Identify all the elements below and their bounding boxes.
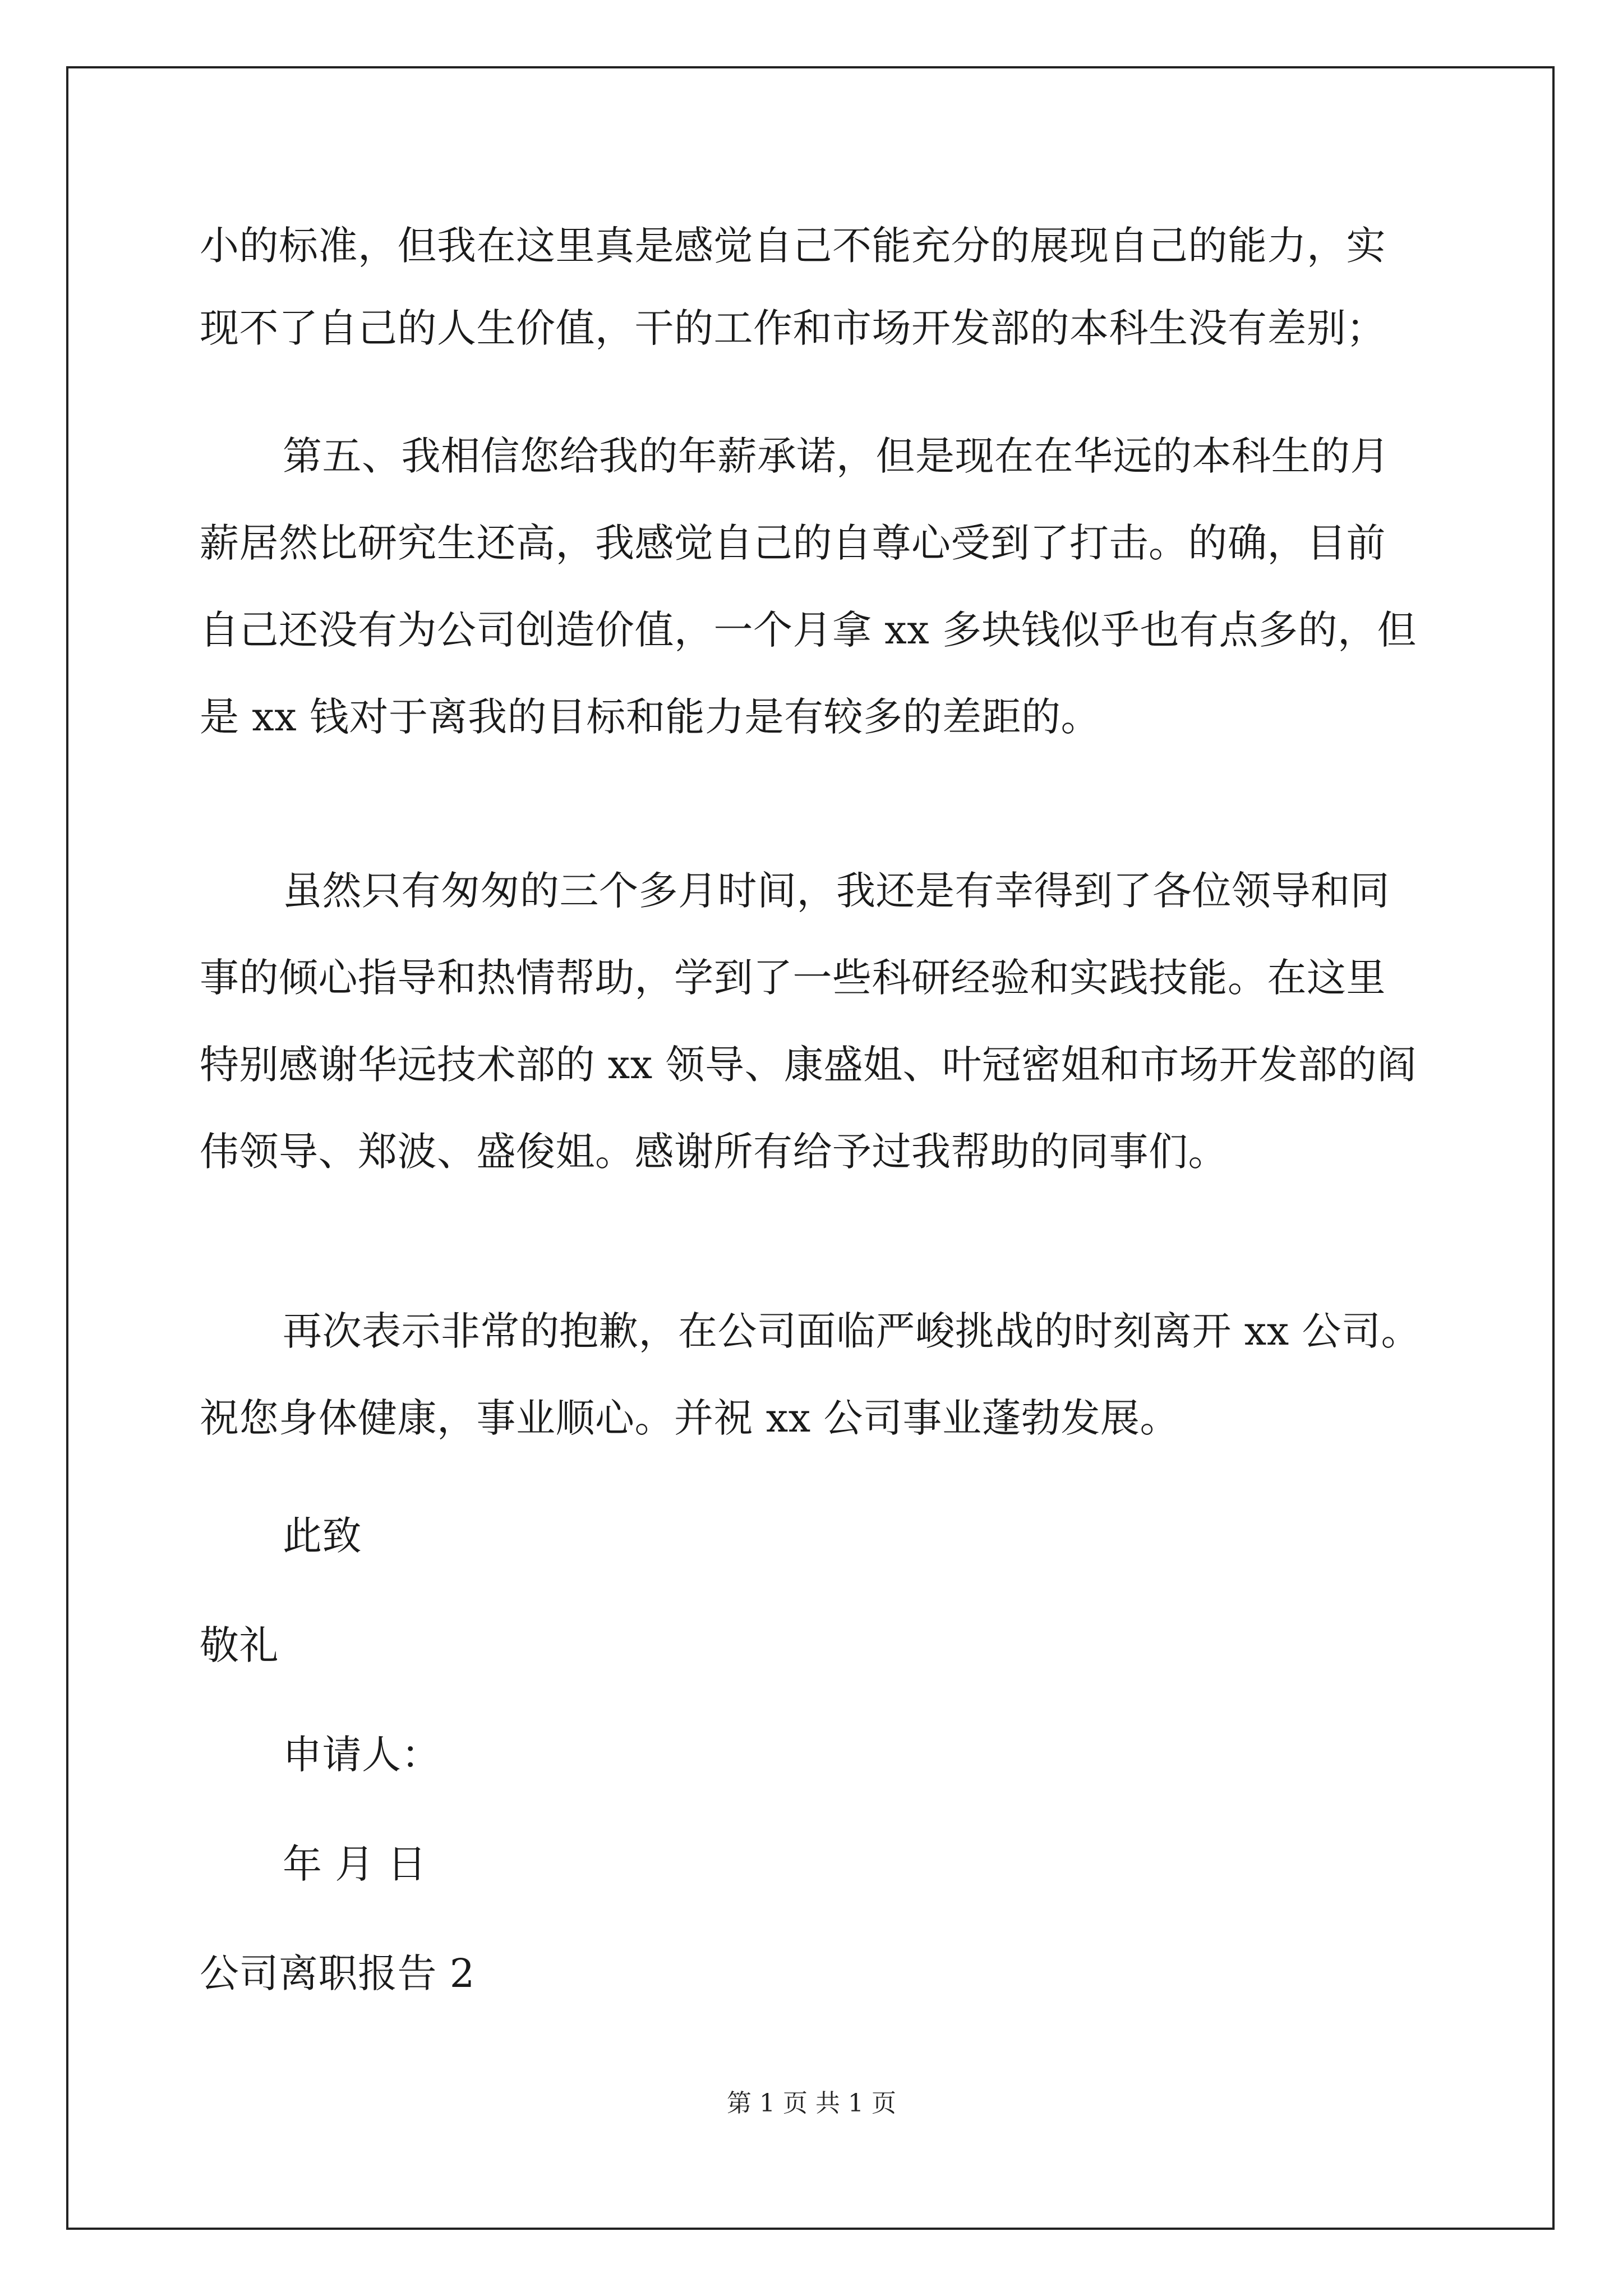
text-line: 是 xx 钱对于离我的目标和能力是有较多的差距的。 xyxy=(200,694,1100,740)
date-line: 年 月 日 xyxy=(283,1841,427,1887)
text-line: 现不了自己的人生价值，干的工作和市场开发部的本科生没有差别； xyxy=(200,305,1386,351)
applicant-label: 申请人： xyxy=(283,1732,441,1778)
text-line: 伟领导、郑波、盛俊姐。感谢所有给予过我帮助的同事们。 xyxy=(200,1129,1228,1175)
section-heading: 公司离职报告 2 xyxy=(200,1950,475,1996)
closing-salutation: 此致 xyxy=(283,1513,362,1559)
paragraph-start: 虽然只有匆匆的三个多月时间，我还是有幸得到了各位领导和同 xyxy=(283,868,1390,914)
text-line: 特别感谢华远技术部的 xx 领导、康盛姐、叶冠密姐和市场开发部的阎 xyxy=(200,1042,1417,1088)
paragraph-start: 第五、我相信您给我的年薪承诺，但是现在在华远的本科生的月 xyxy=(283,433,1390,479)
text-line: 薪居然比研究生还高，我感觉自己的自尊心受到了打击。的确，目前 xyxy=(200,520,1386,566)
text-line: 祝您身体健康，事业顺心。并祝 xx 公司事业蓬勃发展。 xyxy=(200,1395,1179,1441)
page-footer: 第 1 页 共 1 页 xyxy=(727,2089,896,2118)
paragraph-start: 再次表示非常的抱歉，在公司面临严峻挑战的时刻离开 xx 公司。 xyxy=(283,1308,1421,1354)
text-line: 自己还没有为公司创造价值，一个月拿 xx 多块钱似乎也有点多的，但 xyxy=(200,607,1417,653)
text-line: 小的标准，但我在这里真是感觉自己不能充分的展现自己的能力，实 xyxy=(200,223,1386,269)
text-line: 事的倾心指导和热情帮助，学到了一些科研经验和实践技能。在这里 xyxy=(200,955,1386,1001)
closing-regards: 敬礼 xyxy=(200,1622,279,1668)
